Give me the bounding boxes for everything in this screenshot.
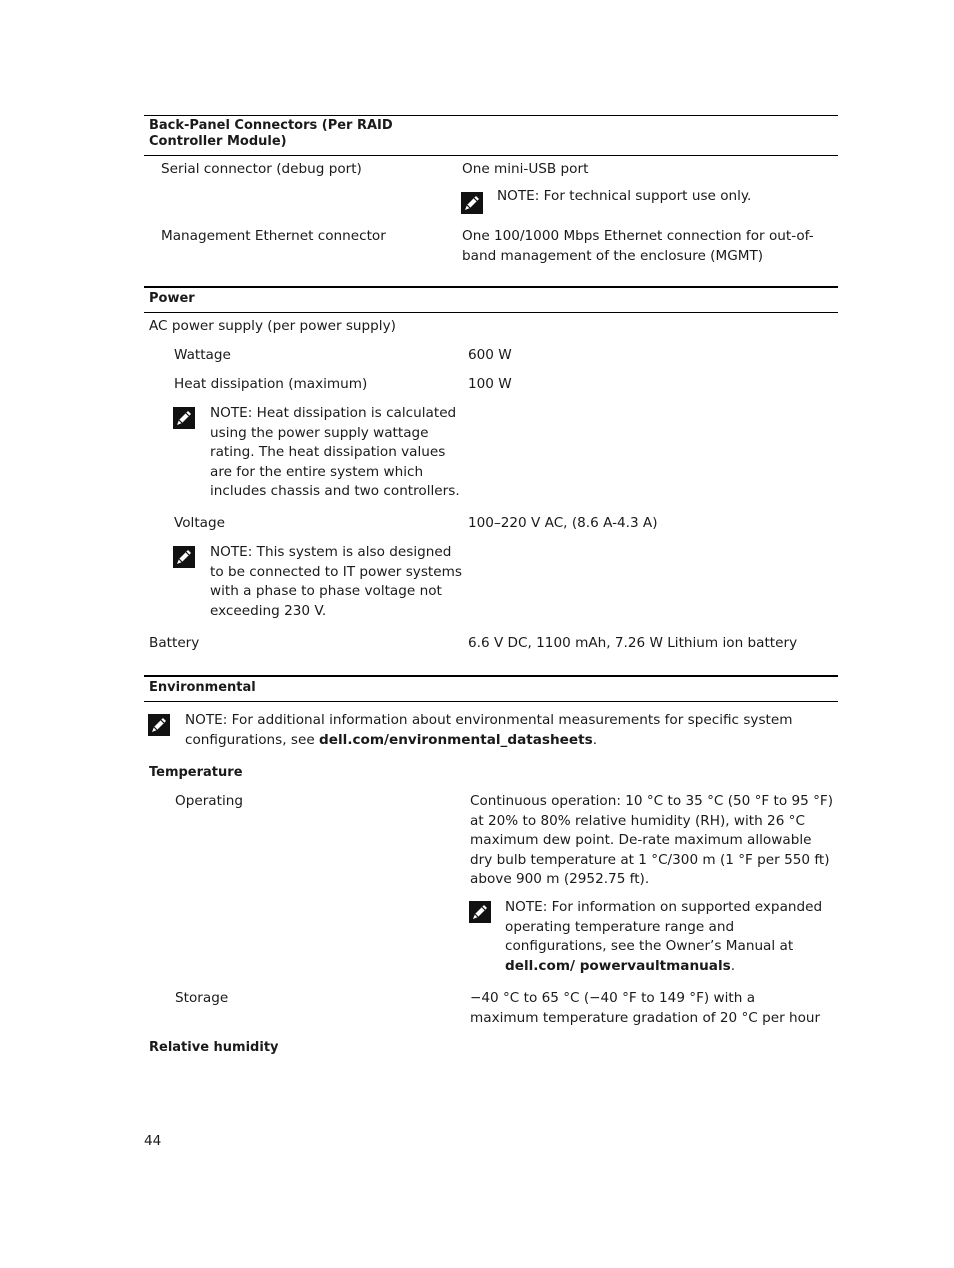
temperature-header: Temperature xyxy=(149,765,243,780)
wattage-label: Wattage xyxy=(174,347,231,363)
operating-note xyxy=(505,898,835,976)
heat-dissipation-value: 100 W xyxy=(468,376,512,392)
note-text: For information on supported expanded operating temperature range and configurations, see the Owner’s Manual at xyxy=(505,899,823,954)
note-text: This system is also designed to be connected to IT power systems with a phase to phase voltage not exceeding 230 V. xyxy=(210,544,462,619)
serial-connector-note xyxy=(497,187,827,207)
note-end: . xyxy=(730,957,736,974)
powervault-manuals-link[interactable]: dell.com/ powervaultmanuals xyxy=(505,957,731,974)
note-pencil-icon xyxy=(148,714,170,736)
serial-connector-value: One mini-USB port xyxy=(462,161,589,177)
heat-dissipation-note xyxy=(210,404,466,502)
note-label: NOTE: xyxy=(505,899,548,915)
note-pencil-icon xyxy=(173,546,195,568)
storage-label: Storage xyxy=(175,990,229,1006)
note-pencil-icon xyxy=(173,407,195,429)
heat-dissipation-label: Heat dissipation (maximum) xyxy=(174,376,368,392)
storage-value: −40 °C to 65 °C (−40 °F to 149 °F) with a maximum temperature gradation of 20 °C per hour xyxy=(470,990,821,1026)
note-pencil-icon xyxy=(461,192,483,214)
environmental-header: Environmental xyxy=(149,680,256,695)
environmental-note xyxy=(185,711,805,750)
note-label: NOTE: xyxy=(497,188,540,204)
note-label: NOTE: xyxy=(210,544,253,560)
power-header: Power xyxy=(149,291,195,306)
battery-label: Battery xyxy=(149,635,200,651)
environmental-top-rule xyxy=(144,675,838,677)
ac-power-supply-label: AC power supply (per power supply) xyxy=(149,318,396,334)
voltage-value: 100–220 V AC, (8.6 A-4.3 A) xyxy=(468,515,658,531)
note-end: . xyxy=(592,731,598,748)
note-label: NOTE: xyxy=(210,405,253,421)
note-text: Heat dissipation is calculated using the power supply wattage rating. The heat dissipation values are for the entire system which includes chassis and two controllers. xyxy=(210,405,460,499)
voltage-label: Voltage xyxy=(174,515,225,531)
power-top-rule xyxy=(144,286,838,288)
environmental-datasheets-link[interactable]: dell.com/environmental_datasheets xyxy=(319,731,593,748)
back-panel-header: Back-Panel Connectors (Per RAID Controller Module) xyxy=(149,118,393,149)
relative-humidity-header: Relative humidity xyxy=(149,1040,279,1055)
note-text: For additional information about environmental measurements for specific system configurations, see xyxy=(185,712,793,748)
mgmt-ethernet-label: Management Ethernet connector xyxy=(161,228,386,244)
environmental-header-rule xyxy=(144,701,838,702)
voltage-note xyxy=(210,543,466,621)
note-label: NOTE: xyxy=(185,712,228,728)
page-number: 44 xyxy=(144,1133,162,1149)
battery-value: 6.6 V DC, 1100 mAh, 7.26 W Lithium ion battery xyxy=(468,635,798,651)
note-pencil-icon xyxy=(469,901,491,923)
mgmt-ethernet-value: One 100/1000 Mbps Ethernet connection for out-of-band management of the enclosure (MGMT) xyxy=(462,228,814,264)
back-panel-header-rule xyxy=(144,155,838,156)
operating-value: Continuous operation: 10 °C to 35 °C (50 °F to 95 °F) at 20% to 80% relative humidity (RH), with 26 °C maximum dew point. De-rate maximum allowable dry bulb temperature at 1 °C/300 m (1 °F per 550 ft) above 900 m (2952.75 ft). xyxy=(470,793,834,887)
back-panel-top-rule xyxy=(144,115,838,116)
power-header-rule xyxy=(144,312,838,313)
operating-label: Operating xyxy=(175,793,243,809)
note-text: For technical support use only. xyxy=(543,188,752,204)
wattage-value: 600 W xyxy=(468,347,512,363)
serial-connector-label: Serial connector (debug port) xyxy=(161,161,362,177)
